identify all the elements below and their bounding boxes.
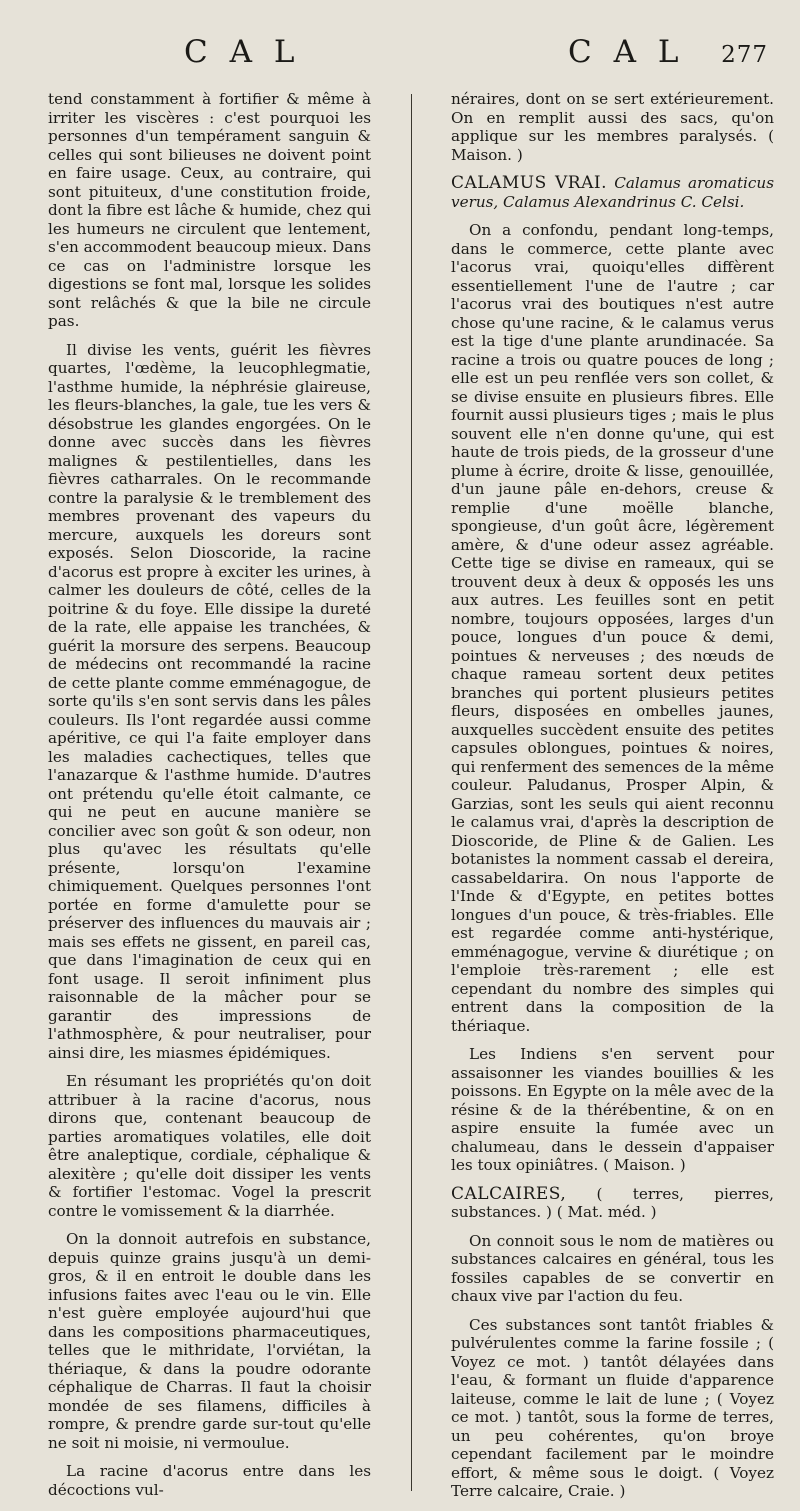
latin-name: Calamus aromaticus verus, Calamus Alexandrinus C. Celsi. <box>451 174 774 211</box>
entry-heading-calamus <box>451 174 774 211</box>
entry-heading-calcaires <box>451 1185 774 1222</box>
column-rule <box>411 94 412 1491</box>
running-head-right: C A L <box>568 34 685 70</box>
headword-calcaires: CALCAIRES, <box>451 1183 567 1204</box>
paragraph: On connoit sous le nom de matières ou substances calcaires en général, tous les fossiles capables de se convertir en chaux vive par l'action du feu. <box>451 1231 774 1305</box>
running-head-left: C A L <box>184 34 301 70</box>
paragraph-continued: tend constamment à fortifier & même à irriter les viscères : c'est pourquoi les personnes d'un tempérament sanguin & celles qui sont bilieuses ne doivent point en faire usage. Ceux, au contraire, qui sont pituiteux, d'une constitution froide, dont la fibre est lâche & humide, chez qui les humeurs ne circulent que lentement, s'en accommodent beaucoup mieux. Dans ce cas on l'administre lorsque les digestions se font mal, lorsque les solides sont relâchés & que la bile ne circule pas. <box>48 90 371 330</box>
paragraph: Il divise les vents, guérit les fièvres quartes, l'œdème, la leucophlegmatie, l'asthme humide, la néphrésie glaireuse, les fleurs-blanches, la gale, tue les vers & désobstrue les glandes engorgées. On le donne avec succès dans les fièvres malignes & pestilentielles, dans les fièvres catharrales. On le recommande contre la paralysie & le tremblement des membres provenant des vapeurs du mercure, auxquels les doreurs sont exposés. Selon Dioscoride, la racine d'acorus est propre à exciter les urines, à calmer les douleurs de côté, celles de la poitrine & du foye. Elle dissipe la dureté de la rate, elle appaise les tranchées, & guérit la morsure des serpens. Beaucoup de médecins ont recommandé la racine de cette plante comme emménagogue, de sorte qu'ils s'en sont servis dans les pâles couleurs. Ils l'ont regardée aussi comme apéritive, ce qui l'a faite employer dans les maladies cachectiques, telles que l'anazarque & l'asthme humide. D'autres ont prétendu qu'elle étoit calmante, ce qui ne peut en aucune manière se concilier avec son goût & son odeur, non plus qu'avec les résultats qu'elle présente, lorsqu'on l'examine chimiquement. Quelques personnes l'ont portée en forme d'amulette pour se préserver des influences du mauvais air ; mais ses effets ne gissent, en pareil cas, que dans l'imagination de ceux qui en font usage. Il seroit infiniment plus raisonnable de la mâcher pour se garantir des impressions de l'athmosphère, & pour neutraliser, pour ainsi dire, les miasmes épidémiques. <box>48 340 371 1062</box>
paragraph: En résumant les propriétés qu'on doit attribuer à la racine d'acorus, nous dirons que, contenant beaucoup de parties aromatiques volatiles, elle doit être analeptique, cordiale, céphalique & alexitère ; qu'elle doit dissiper les vents & fortifier l'estomac. Vogel la prescrit contre le vomissement & la diarrhée. <box>48 1072 371 1220</box>
running-head <box>48 28 774 70</box>
left-column <box>48 90 371 1511</box>
paragraph: Les Indiens s'en servent pour assaisonner les viandes bouillies & les poissons. En Egypte on la mêle avec de la résine & de la thérébentine, & on en aspire ensuite la fumée avec un chalumeau, dans le dessein d'appaiser les toux opiniâtres. ( Maison. ) <box>451 1045 774 1174</box>
headword-qualifier: ( terres, pierres, substances. ) ( Mat. méd. ) <box>451 1184 775 1221</box>
paragraph-continued: néraires, dont on se sert extérieurement. On en remplit aussi des sacs, qu'on applique sur les membres paralysés. ( Maison. ) <box>451 90 774 164</box>
paragraph: Ces substances sont tantôt friables & pulvérulentes comme la farine fossile ; ( Voyez ce mot. ) tantôt délayées dans l'eau, & formant un fluide d'apparence laiteuse, comme le lait de lune ; ( Voyez ce mot. ) tantôt, sous la forme de terres, un peu cohérentes, qu'on broye cependant facilement par le moindre effort, & même sous le doigt. ( Voyez Terre calcaire, Craie. ) <box>451 1315 774 1500</box>
text-columns <box>48 90 774 1511</box>
paragraph: La racine d'acorus entre dans les décoctions vul- <box>48 1462 371 1499</box>
page-number: 277 <box>721 42 768 68</box>
paragraph: On a confondu, pendant long-temps, dans le commerce, cette plante avec l'acorus vrai, quoiqu'elles diffèrent essentiellement l'une de l'autre ; car l'acorus vrai des boutiques n'est autre chose qu'une racine, & le calamus verus est la tige d'une plante arundinacée. Sa racine a trois ou quatre pouces de long ; elle est un peu renflée vers son collet, & se divise ensuite en plusieurs fibres. Elle fournit aussi plusieurs tiges ; mais le plus souvent elle n'en donne qu'une, qui est haute de trois pieds, de la grosseur d'une plume à écrire, droite & lisse, genouillée, d'un jaune pâle en-dehors, creuse & remplie d'une moëlle blanche, spongieuse, d'un goût âcre, légèrement amère, & d'une odeur assez agréable. Cette tige se divise en rameaux, qui se trouvent deux à deux & opposés les uns aux autres. Les feuilles sont en petit nombre, toujours opposées, larges d'un pouce, longues d'un pouce & demi, pointues & nerveuses ; des nœuds de chaque rameau sortent deux petites branches qui portent plusieurs petites fleurs, disposées en ombelles jaunes, auxquelles succèdent ensuite des petites capsules oblongues, pointues & noires, qui renferment des semences de la même couleur. Paludanus, Prosper Alpin, & Garzias, sont les seuls qui aient reconnu le calamus vrai, d'après la description de Dioscoride, de Pline & de Galien. Les botanistes la nomment cassab el dereira, cassabeldarira. On nous l'apporte de l'Inde & d'Egypte, en petites bottes longues d'un pouce, & très-friables. Elle est regardée comme anti-hystérique, emménagogue, vervine & diurétique ; on l'emploie très-rarement ; elle est cependant du nombre des simples qui entrent dans la composition de la thériaque. <box>451 221 774 1035</box>
headword-calamus: CALAMUS VRAI. <box>451 173 608 193</box>
right-column <box>451 90 774 1511</box>
paragraph: On la donnoit autrefois en substance, depuis quinze grains jusqu'à un demi-gros, & il en entroit le double dans les infusions faites avec l'eau ou le vin. Elle n'est guère employée aujourd'hui que dans les compositions pharmaceutiques, telles que le mithridate, l'orviétan, la thériaque, & dans la poudre odorante céphalique de Charras. Il faut la choisir mondée de ses filamens, difficiles à rompre, & prendre garde sur-tout qu'elle ne soit ni moisie, ni vermoulue. <box>48 1230 371 1452</box>
